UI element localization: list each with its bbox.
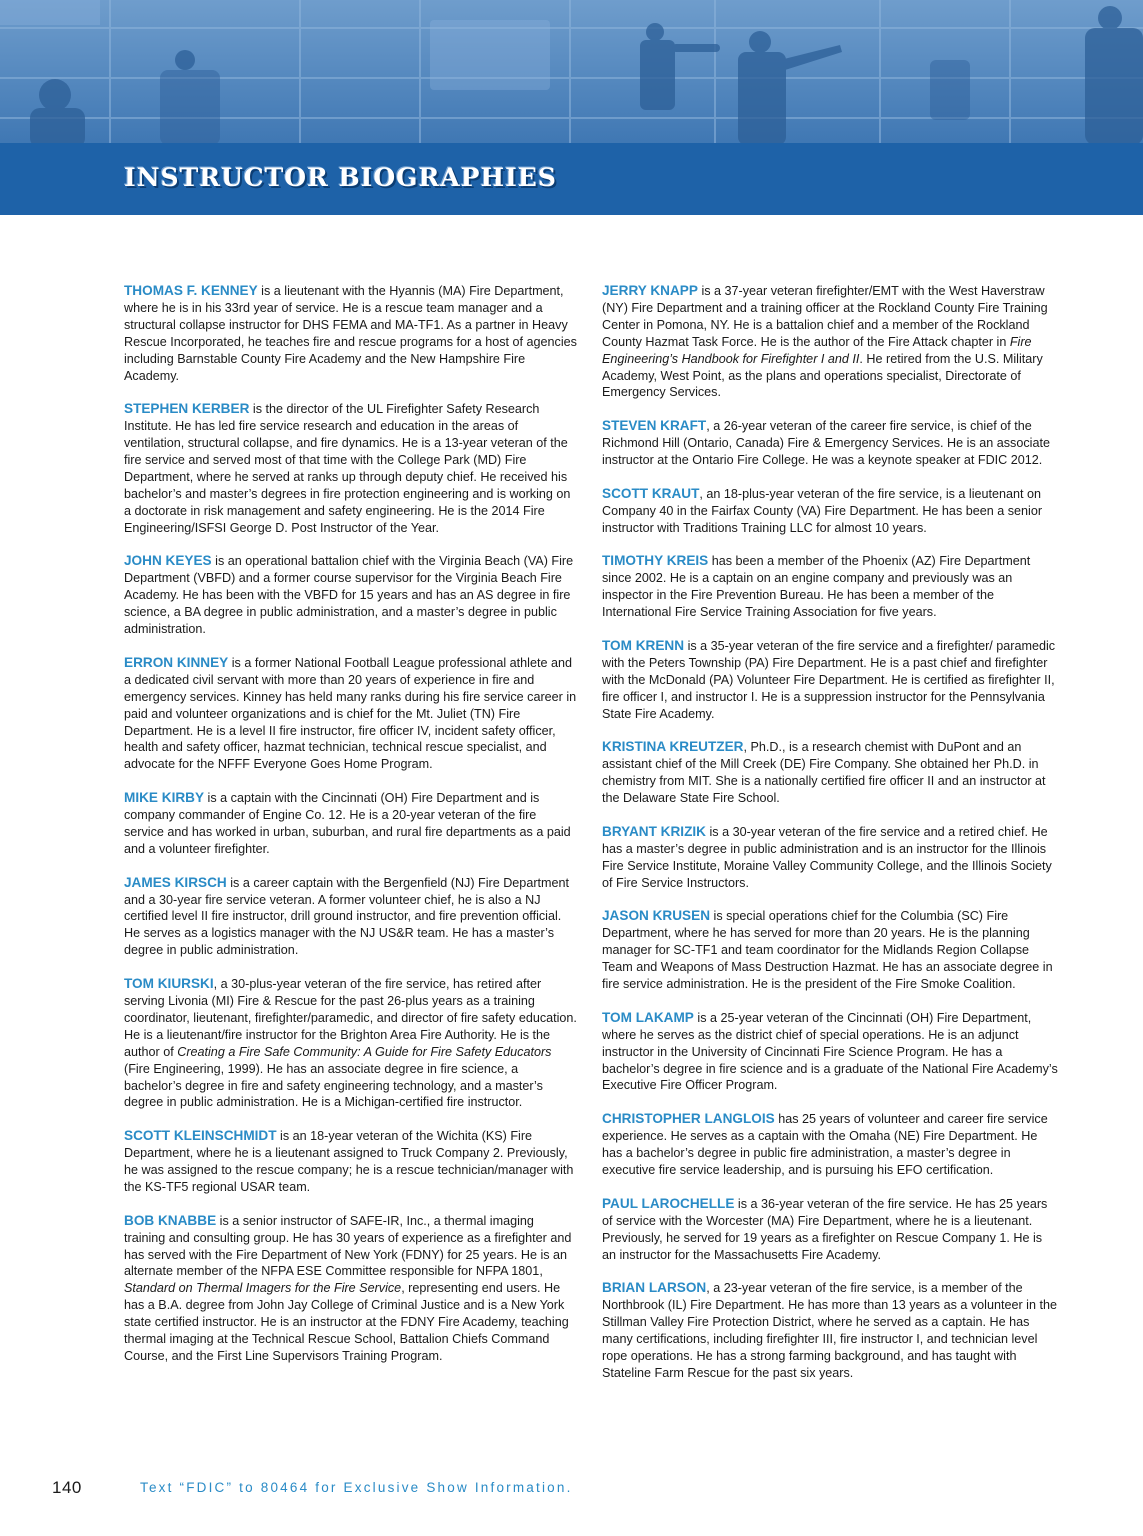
bio-name: TIMOTHY KREIS [602,553,709,569]
book-title: Fire Engineering’s Handbook for Firefighter I and II [602,334,1032,366]
bio-name: PAUL LAROCHELLE [602,1195,735,1211]
bio-entry: TOM KRENN is a 35-year veteran of the fire service and a firefighter/ paramedic with the Peters Township (PA) Fire Department. He is a past chief and firefighter with the McDonald (PA) Volunteer Fire Department. He is certified as firefighter II, fire officer I, and instructor I. He is a suppression instructor for the Pennsylvania State Fire Academy. [602,637,1056,721]
bio-name: BRIAN LARSON [602,1280,707,1296]
bio-entry: BOB KNABBE is a senior instructor of SAFE-IR, Inc., a thermal imaging training and consulting group. He has 30 years of experience as a firefighter and has served with the Fire Department of New York (FDNY) for 25 years. He is an alternate member of the NFPA ESE Committee responsible for NFPA 1801, Standard on Thermal Imagers for the Fire Service, representing end users. He has a B.A. degree from John Jay College of Criminal Justice and is a New York state certified instructor. He is an instructor at the FDNY Fire Academy, teaching thermal imaging at the Technical Rescue School, Battalion Chiefs Command Course, and the First Line Supervisors Training Program. [124,1212,572,1363]
bio-name: TOM LAKAMP [602,1009,694,1025]
bio-name: JASON KRUSEN [602,908,711,924]
bio-name: SCOTT KLEINSCHMIDT [124,1128,277,1144]
bio-entry: JOHN KEYES is an operational battalion chief with the Virginia Beach (VA) Fire Department (VBFD) and a former course supervisor for the Virginia Beach Fire Academy. He has been with the VBFD for 15 years and has an AS degree in fire science, a BA degree in public administration, and a master’s degree in public administration. [124,553,574,637]
bio-name: MIKE KIRBY [124,790,205,806]
bio-entry: KRISTINA KREUTZER, Ph.D., is a research chemist with DuPont and an assistant chief of the Mill Creek (DE) Fire Company. She obtained her Ph.D. in chemistry from MIT. She is a nationally certified fire officer II and an instructor at the Delaware State Fire School. [602,739,1046,806]
footer-promo: Text “FDIC” to 80464 for Exclusive Show Information. [140,1480,573,1495]
bio-name: TOM KIURSKI [124,976,214,992]
bio-name: JAMES KIRSCH [124,874,227,890]
bio-entry: PAUL LAROCHELLE is a 36-year veteran of the fire service. He has 25 years of service with the Worcester (MA) Fire Department, where he is a lieutenant. Previously, he served for 19 years as a firefighter on Rescue Company 1. He is an instructor for the Massachusetts Fire Academy. [602,1195,1048,1262]
bio-name: JOHN KEYES [124,553,212,569]
bio-name: ERRON KINNEY [124,654,229,670]
bio-entry: THOMAS F. KENNEY is a lieutenant with the Hyannis (MA) Fire Department, where he is in his 33rd year of service. He is a rescue team manager and a structural collapse instructor for DHS FEMA and MA-TF1. As a partner in Heavy Rescue Incorporated, he teaches fire and rescue programs for a host of agencies including Barnstable County Fire Academy and the New Hampshire Fire Academy. [124,283,577,383]
bio-column-right [602,283,1058,1399]
bio-entry: JAMES KIRSCH is a career captain with the Bergenfield (NJ) Fire Department and a 30-year fire service veteran. A former volunteer chief, he is also a NJ certified level II fire instructor, drill ground instructor, and fire prevention official. He serves as a logistics manager with the NJ US&R team. He has a master’s degree in public administration. [124,874,570,958]
bio-entry: ERRON KINNEY is a former National Football League professional athlete and a dedicated civil servant with more than 20 years of experience in fire and emergency services. Kinney has held many ranks during his fire service career in paid and volunteer organizations and is chief for the Mt. Juliet (TN) Fire Department. He is a level II fire instructor, fire officer IV, incident safety officer, health and safety officer, hazmat technician, technical rescue specialist, and advocate for the NFFF Everyone Goes Home Program. [124,654,577,772]
bio-entry: BRIAN LARSON, a 23-year veteran of the fire service, is a member of the Northbrook (IL) Fire Department. He has more than 13 years as a volunteer in the Stillman Valley Fire Protection District, where he served as a captain. He has many certifications, including firefighter III, fire instructor I, and technician level rope operations. He has a strong farming background, and has taught with Stateline Farm Rescue for the past six years. [602,1280,1057,1380]
page-title: INSTRUCTOR BIOGRAPHIES [124,163,557,192]
bio-entry: TIMOTHY KREIS has been a member of the Phoenix (AZ) Fire Department since 2002. He is a captain on an engine company and previously was an inspector in the Fire Prevention Bureau. He has been a member of the International Fire Service Training Association for five years. [602,553,1031,620]
bio-entry: SCOTT KLEINSCHMIDT is an 18-year veteran of the Wichita (KS) Fire Department, where he is a lieutenant assigned to Truck Company 2. Previously, he was assigned to the rescue company; he is a rescue technician/manager with the KS-TF5 regional USAR team. [124,1128,574,1194]
bio-name: KRISTINA KREUTZER [602,739,744,755]
bio-entry: BRYANT KRIZIK is a 30-year veteran of the fire service and a retired chief. He has a master’s degree in public administration and is an instructor for the Illinois Fire Service Institute, Moraine Valley Community College, and the Illinois Society of Fire Service Instructors. [602,823,1052,890]
header-banner [0,0,1143,215]
bio-name: THOMAS F. KENNEY [124,283,258,298]
page-number: 140 [52,1478,82,1497]
bio-name: CHRISTOPHER LANGLOIS [602,1111,775,1127]
bio-entry: SCOTT KRAUT, an 18-plus-year veteran of the fire service, is a lieutenant on Company 40 in the Fairfax County (VA) Fire Department. He has been a senior instructor with Traditions Training LLC for almost 10 years. [602,485,1043,535]
bio-name: TOM KRENN [602,637,685,653]
firefighter-photo-collage [0,0,1143,145]
bio-entry: JASON KRUSEN is special operations chief for the Columbia (SC) Fire Department, where he has served for more than 20 years. He is the planning manager for SC-TF1 and team coordinator for the Midlands Region Collapse Team and Weapons of Mass Destruction Hazmat. He has an associate degree in fire service administration. He is the president of the Fire Smoke Coalition. [602,908,1053,992]
bio-name: BRYANT KRIZIK [602,823,706,839]
bio-entry: STEVEN KRAFT, a 26-year veteran of the career fire service, is chief of the Richmond Hill (Ontario, Canada) Fire & Emergency Services. He is an associate instructor at the Ontario Fire College. He was a keynote speaker at FDIC 2012. [602,418,1050,468]
book-title: Creating a Fire Safe Community: A Guide for Fire Safety Educators [177,1044,552,1059]
bio-name: BOB KNABBE [124,1212,217,1228]
bio-name: STEPHEN KERBER [124,401,250,417]
bio-entry: MIKE KIRBY is a captain with the Cincinnati (OH) Fire Department and is company commander of Engine Co. 12. He is a 20-year veteran of the fire service and has worked in urban, suburban, and rural fire departments as a paid and a volunteer firefighter. [124,790,571,856]
bio-entry: JERRY KNAPP is a 37-year veteran firefighter/EMT with the West Haverstraw (NY) Fire Department and a training officer at the Rockland County Fire Training Center in Pomona, NY. He is a battalion chief and a member of the Rockland County Hazmat Task Force. He is the author of the Fire Attack chapter in Fire Engineering’s Handbook for Firefighter I and II. He retired from the U.S. Military Academy, West Point, as the plans and operations specialist, Directorate of Emergency Services. [602,283,1048,400]
bio-name: SCOTT KRAUT [602,485,700,501]
bio-entry: CHRISTOPHER LANGLOIS has 25 years of volunteer and career fire service experience. He serves as a captain with the Omaha (NE) Fire Department. He has a bachelor’s degree in public fire administration, a master’s degree in executive fire service leadership, and is pursuing his EFO certification. [602,1111,1048,1177]
standard-title: Standard on Thermal Imagers for the Fire Service [124,1281,402,1296]
bio-name: JERRY KNAPP [602,283,698,298]
bio-name: STEVEN KRAFT [602,418,707,434]
bio-entry: TOM LAKAMP is a 25-year veteran of the Cincinnati (OH) Fire Department, where he serves as the district chief of special operations. He is an adjunct instructor in the University of Cincinnati Fire Science Program. He has a bachelor’s degree in fire science and is a graduate of the National Fire Academy’s Executive Fire Officer Program. [602,1009,1058,1093]
bio-column-left [124,283,577,1382]
bio-entry: TOM KIURSKI, a 30-plus-year veteran of the fire service, has retired after serving Livonia (MI) Fire & Rescue for the past 26-plus years as a training coordinator, lieutenant, firefighter/paramedic, and director of fire safety education. He is a lieutenant/fire instructor for the Brighton Area Fire Authority. He is the author of Creating a Fire Safe Community: A Guide for Fire Safety Educators (Fire Engineering, 1999). He has an associate degree in fire science, a bachelor’s degree in fire and safety engineering technology, and a master’s degree in public administration. He is a Michigan-certified fire instructor. [124,976,577,1110]
bio-entry: STEPHEN KERBER is the director of the UL Firefighter Safety Research Institute. He has led fire service research and education in the areas of ventilation, structural collapse, and fire dynamics. He is a 13-year veteran of the fire service and served most of that time with the College Park (MD) Fire Department, where he served at ranks up through deputy chief. He received his bachelor’s and master’s degrees in fire protection engineering and is working on a doctorate in risk management and safety engineering. He is the 2014 Fire Engineering/ISFSI George D. Post Instructor of the Year. [124,401,571,535]
